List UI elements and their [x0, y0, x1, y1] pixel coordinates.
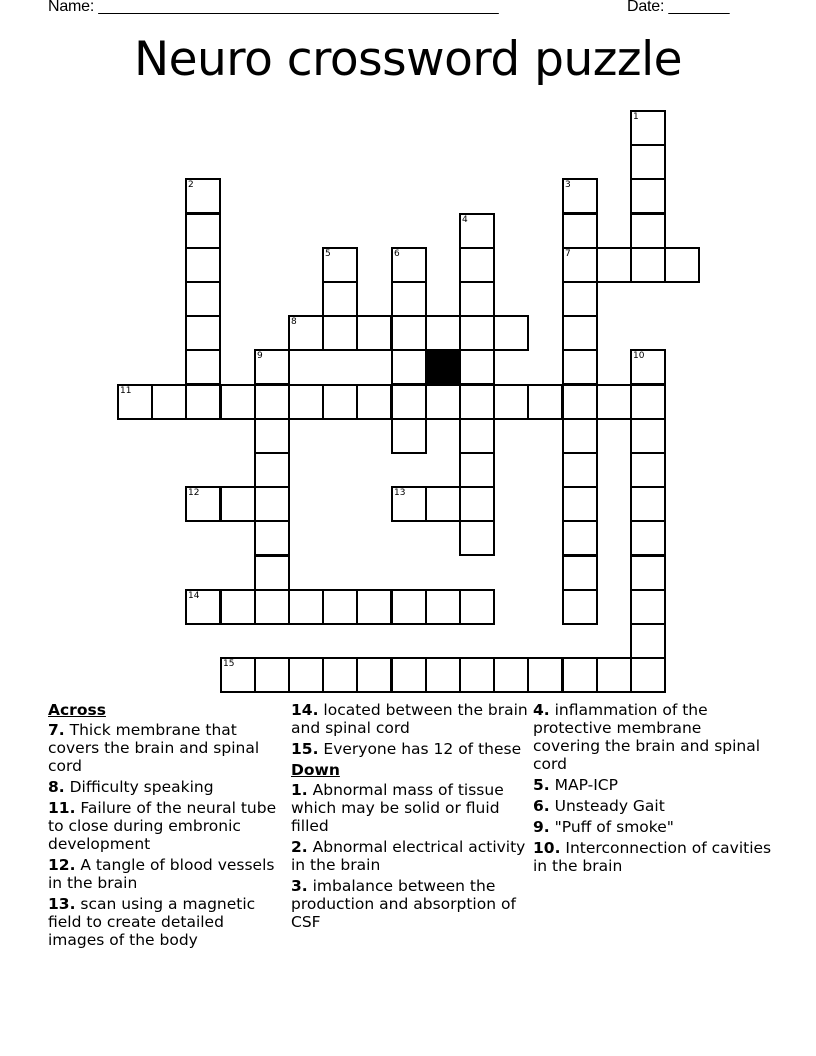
grid-cell[interactable]	[220, 589, 256, 625]
grid-cell[interactable]	[391, 486, 427, 522]
grid-cell[interactable]	[288, 384, 324, 420]
down-heading: Down	[291, 761, 340, 779]
clue-down-5: 5. MAP-ICP	[533, 776, 618, 794]
grid-cell[interactable]	[630, 213, 666, 249]
grid-cell[interactable]	[562, 520, 598, 556]
grid-cell[interactable]	[254, 520, 290, 556]
grid-cell[interactable]	[391, 589, 427, 625]
grid-cell[interactable]	[220, 384, 256, 420]
across-heading: Across	[48, 701, 106, 719]
clue-number: 1	[633, 112, 639, 122]
clue-number: 11	[120, 386, 132, 396]
grid-cell[interactable]	[254, 384, 290, 420]
grid-cell[interactable]	[459, 520, 495, 556]
clue-number: 6	[394, 249, 400, 259]
grid-cell[interactable]	[562, 315, 598, 351]
grid-cell[interactable]	[630, 657, 666, 693]
grid-cell[interactable]	[562, 418, 598, 454]
clue-number: 12	[188, 488, 200, 498]
grid-cell[interactable]	[459, 486, 495, 522]
clue-number: 2	[188, 180, 194, 190]
grid-cell[interactable]	[630, 623, 666, 659]
grid-cell[interactable]	[391, 384, 427, 420]
clue-down-3: 3. imbalance between the production and absorption of CSF	[291, 877, 516, 931]
grid-cell[interactable]	[630, 520, 666, 556]
grid-cell[interactable]	[288, 657, 324, 693]
grid-cell[interactable]	[562, 213, 598, 249]
grid-cell[interactable]	[562, 281, 598, 317]
grid-cell[interactable]	[630, 349, 666, 385]
clue-down-2: 2. Abnormal electrical activity in the brain	[291, 838, 526, 874]
grid-cell[interactable]	[630, 555, 666, 591]
grid-cell[interactable]	[596, 247, 632, 283]
grid-cell[interactable]	[562, 247, 598, 283]
grid-cell[interactable]	[459, 418, 495, 454]
clue-across-12: 12. A tangle of blood vessels in the brain	[48, 856, 275, 892]
grid-cell[interactable]	[459, 589, 495, 625]
clue-down-10: 10. Interconnection of cavities in the brain	[533, 839, 772, 875]
grid-cell[interactable]	[459, 247, 495, 283]
grid-cell[interactable]	[630, 452, 666, 488]
clue-down-4: 4. inflammation of the protective membrane covering the brain and spinal cord	[533, 701, 761, 773]
clues-column-2	[291, 701, 529, 934]
clue-across-8: 8. Difficulty speaking	[48, 778, 214, 796]
clue-down-9: 9. "Puff of smoke"	[533, 818, 674, 836]
grid-cell[interactable]	[425, 657, 461, 693]
grid-cell[interactable]	[425, 589, 461, 625]
grid-cell[interactable]	[254, 418, 290, 454]
clue-across-14: 14. located between the brain and spinal cord	[291, 701, 528, 737]
clue-number: 9	[257, 351, 263, 361]
grid-cell[interactable]	[630, 110, 666, 146]
grid-cell[interactable]	[562, 384, 598, 420]
clue-number: 3	[565, 180, 571, 190]
grid-cell[interactable]	[254, 657, 290, 693]
date-field-label: Date: _______	[627, 0, 730, 15]
grid-cell[interactable]	[322, 247, 358, 283]
grid-cell[interactable]	[562, 452, 598, 488]
grid-cell[interactable]	[562, 657, 598, 693]
grid-cell[interactable]	[185, 349, 221, 385]
grid-cell[interactable]	[185, 486, 221, 522]
grid-cell[interactable]	[185, 384, 221, 420]
grid-cell[interactable]	[459, 281, 495, 317]
grid-cell[interactable]	[391, 315, 427, 351]
grid-cell[interactable]	[493, 384, 529, 420]
grid-cell[interactable]	[459, 349, 495, 385]
grid-cell[interactable]	[288, 315, 324, 351]
grid-cell[interactable]	[254, 349, 290, 385]
grid-cell[interactable]	[391, 247, 427, 283]
grid-cell[interactable]	[391, 657, 427, 693]
grid-cell[interactable]	[322, 315, 358, 351]
page-title: Neuro crossword puzzle	[133, 32, 683, 87]
clue-number: 5	[325, 249, 331, 259]
clue-number: 7	[565, 249, 571, 259]
grid-cell[interactable]	[185, 178, 221, 214]
clue-number: 13	[394, 488, 406, 498]
grid-cell[interactable]	[527, 384, 563, 420]
black-cell	[425, 349, 461, 385]
grid-cell[interactable]	[630, 486, 666, 522]
grid-cell[interactable]	[185, 315, 221, 351]
grid-cell[interactable]	[151, 384, 187, 420]
grid-cell[interactable]	[220, 486, 256, 522]
grid-cell[interactable]	[562, 555, 598, 591]
grid-cell[interactable]	[459, 657, 495, 693]
clue-across-7: 7. Thick membrane that covers the brain and spinal cord	[48, 721, 260, 775]
grid-cell[interactable]	[630, 178, 666, 214]
grid-cell[interactable]	[322, 589, 358, 625]
clue-number: 10	[633, 351, 645, 361]
grid-cell[interactable]	[391, 349, 427, 385]
grid-cell[interactable]	[630, 384, 666, 420]
grid-cell[interactable]	[562, 486, 598, 522]
grid-cell[interactable]	[185, 247, 221, 283]
clues-column-3	[533, 701, 773, 878]
grid-cell[interactable]	[322, 657, 358, 693]
grid-cell[interactable]	[322, 384, 358, 420]
grid-cell[interactable]	[185, 213, 221, 249]
grid-cell[interactable]	[254, 486, 290, 522]
clue-across-15: 15. Everyone has 12 of these	[291, 740, 522, 758]
grid-cell[interactable]	[254, 555, 290, 591]
grid-cell[interactable]	[220, 657, 256, 693]
grid-cell[interactable]	[288, 589, 324, 625]
grid-cell[interactable]	[425, 486, 461, 522]
grid-cell[interactable]	[596, 384, 632, 420]
clue-number: 8	[291, 317, 297, 327]
clue-down-6: 6. Unsteady Gait	[533, 797, 665, 815]
grid-cell[interactable]	[425, 384, 461, 420]
clue-number: 14	[188, 591, 200, 601]
clue-down-1: 1. Abnormal mass of tissue which may be solid or fluid filled	[291, 781, 504, 835]
grid-cell[interactable]	[630, 418, 666, 454]
grid-cell[interactable]	[391, 281, 427, 317]
grid-cell[interactable]	[185, 589, 221, 625]
grid-cell[interactable]	[356, 315, 392, 351]
grid-cell[interactable]	[493, 315, 529, 351]
grid-cell[interactable]	[185, 281, 221, 317]
grid-cell[interactable]	[527, 657, 563, 693]
clues-column-1	[48, 701, 280, 952]
grid-cell[interactable]	[254, 452, 290, 488]
grid-cell[interactable]	[562, 178, 598, 214]
grid-cell[interactable]	[630, 144, 666, 180]
grid-cell[interactable]	[664, 247, 700, 283]
grid-cell[interactable]	[459, 213, 495, 249]
clue-number: 15	[223, 659, 235, 669]
grid-cell[interactable]	[630, 247, 666, 283]
clue-across-11: 11. Failure of the neural tube to close during embronic development	[48, 799, 277, 853]
grid-cell[interactable]	[562, 349, 598, 385]
grid-cell[interactable]	[391, 418, 427, 454]
grid-cell[interactable]	[356, 657, 392, 693]
grid-cell[interactable]	[117, 384, 153, 420]
name-field-label: Name: ______________________________________________	[48, 0, 499, 15]
clue-number: 4	[462, 215, 468, 225]
grid-cell[interactable]	[425, 315, 461, 351]
grid-cell[interactable]	[322, 281, 358, 317]
grid-cell[interactable]	[596, 657, 632, 693]
grid-cell[interactable]	[459, 452, 495, 488]
grid-cell[interactable]	[356, 589, 392, 625]
grid-cell[interactable]	[459, 315, 495, 351]
grid-cell[interactable]	[493, 657, 529, 693]
grid-cell[interactable]	[356, 384, 392, 420]
grid-cell[interactable]	[459, 384, 495, 420]
grid-cell[interactable]	[630, 589, 666, 625]
grid-cell[interactable]	[254, 589, 290, 625]
clue-across-13: 13. scan using a magnetic field to create detailed images of the body	[48, 895, 256, 949]
grid-cell[interactable]	[562, 589, 598, 625]
